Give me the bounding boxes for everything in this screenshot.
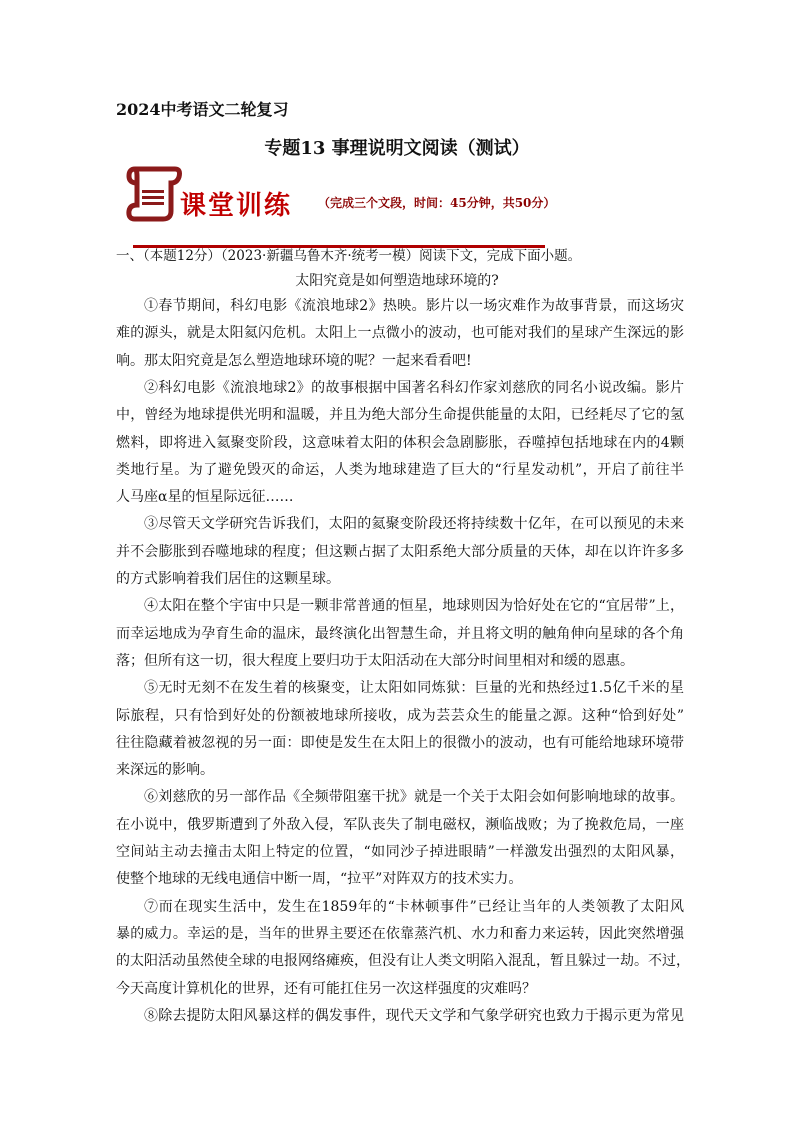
text-line: 中，曾经为地球提供光明和温暖，并且为绝大部分生命提供能量的太阳，已经耗尽了它的氢 <box>116 407 684 424</box>
text-line: ③尽管天文学研究告诉我们，太阳的氦聚变阶段还将持续数十亿年，在可以预见的未来 <box>144 516 684 533</box>
document-title: 专题13 事理说明文阅读（测试） <box>264 138 530 159</box>
text-line: 际旅程，只有恰到好处的份额被地球所接收，成为芸芸众生的能量之源。这种“恰到好处” <box>116 707 684 724</box>
text-line: 类地行星。为了避免毁灭的命运，人类为地球建造了巨大的“行星发动机”，开启了前往半 <box>116 461 684 478</box>
text-line: 的方式影响着我们居住的这颗星球。 <box>116 571 340 587</box>
text-line: ⑦而在现实生活中，发生在1859年的“卡林顿事件”已经让当年的人类领教了太阳风 <box>144 898 684 915</box>
text-line: ①春节期间，科幻电影《流浪地球2》热映。影片以一场灾难作为故事背景，而这场灾 <box>144 298 684 314</box>
text-line: 今天高度计算机化的世界，还有可能扛住另一次这样强度的灾难吗？ <box>116 980 536 997</box>
scroll-icon <box>125 163 183 223</box>
text-line: ⑥刘慈欣的另一部作品《全频带阻塞干扰》就是一个关于太阳会如何影响地球的故事。 <box>144 789 684 806</box>
article-title: 太阳究竟是如何塑造地球环境的? <box>295 273 499 289</box>
text-line: ⑤无时无刻不在发生着的核聚变，让太阳如同炼狱：巨量的光和热经过1.5亿千米的星 <box>144 680 684 697</box>
text-line: 人马座α星的恒星际远征…… <box>116 489 294 506</box>
text-line: ⑧除去提防太阳风暴这样的偶发事件，现代天文学和气象学研究也致力于揭示更为常见 <box>144 1007 684 1024</box>
text-line: 难的源头，就是太阳氦闪危机。太阳上一点微小的波动，也可能对我们的星球产生深远的影 <box>116 325 684 342</box>
document-header: 2024中考语文二轮复习 <box>116 100 289 119</box>
text-line: 并不会膨胀到吞噬地球的程度；但这颗占据了太阳系绝大部分质量的天体，却在以许许多多 <box>116 543 684 560</box>
text-line: 落；但所有这一切，很大程度上要归功于太阳活动在大部分时间里相对和缓的恩惠。 <box>116 652 634 669</box>
text-line: ②科幻电影《流浪地球2》的故事根据中国著名科幻作家刘慈欣的同名小说改编。影片 <box>144 379 684 396</box>
text-line: 空间站主动去撞击太阳上特定的位置，“如同沙子掉进眼睛”一样激发出强烈的太阳风暴， <box>116 844 684 860</box>
question-heading: 一、（本题12分）（2023·新疆乌鲁木齐·统考一模）阅读下文，完成下面小题。 <box>116 248 582 264</box>
text-line: 的太阳活动虽然使全球的电报网络瘫痪，但没有让人类文明陷入混乱，暂且躲过一劫。不过， <box>116 953 690 970</box>
banner-label: 课堂训练 <box>180 191 293 221</box>
text-line: 在小说中，俄罗斯遭到了外敌入侵，军队丧失了制电磁权，濒临战败；为了挽救危局，一座 <box>116 816 684 833</box>
banner-subtitle: （完成三个文段，时间：45分钟，共50分） <box>318 196 556 210</box>
text-line: 暴的威力。幸运的是，当年的世界主要还在依靠蒸汽机、水力和畜力来运转，因此突然增强 <box>116 925 684 942</box>
text-line: 往往隐藏着被忽视的另一面：即使是发生在太阳上的很微小的波动，也有可能给地球环境带 <box>116 734 684 751</box>
classroom-training-banner <box>125 163 595 223</box>
text-line: ④太阳在整个宇宙中只是一颗非常普通的恒星，地球则因为恰好处在它的“宜居带”上， <box>144 598 684 615</box>
text-line: 而幸运地成为孕育生命的温床，最终演化出智慧生命，并且将文明的触角伸向星球的各个角 <box>116 625 684 642</box>
text-line: 响。那太阳究竟是怎么塑造地球环境的呢？一起来看看吧! <box>116 352 472 369</box>
text-line: 使整个地球的无线电通信中断一周，“拉平”对阵双方的技术实力。 <box>116 871 523 888</box>
text-line: 来深远的影响。 <box>116 762 214 779</box>
text-line: 燃料，即将进入氦聚变阶段，这意味着太阳的体积会急剧膨胀，吞噬掉包括地球在内的4颗 <box>116 434 684 451</box>
